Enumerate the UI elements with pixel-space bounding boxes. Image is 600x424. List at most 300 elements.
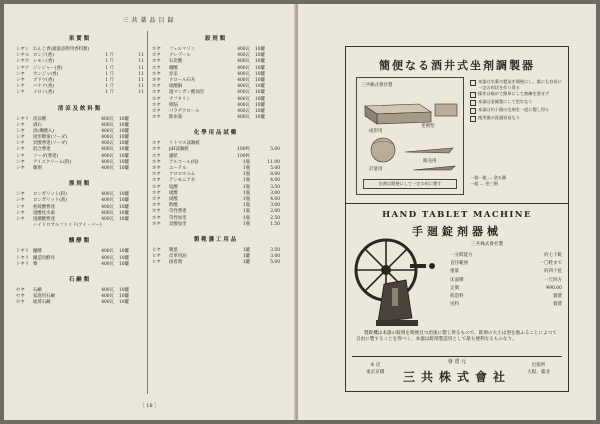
spec-value: 實費	[553, 302, 562, 308]
item-price: 3.50	[270, 184, 280, 190]
item-unit: 10罐	[119, 287, 129, 293]
item-qty: 400瓦	[101, 128, 114, 134]
spec-row	[450, 301, 562, 309]
item-code: シヤ	[16, 90, 25, 96]
item-qty: 1瓶	[242, 159, 250, 165]
item-qty: 400瓦	[237, 71, 250, 77]
item-unit: 10罐	[255, 90, 265, 96]
suppository-mold-ad	[345, 46, 569, 204]
item-code: ホヤ	[152, 77, 161, 83]
item-qty: 400瓦	[101, 255, 114, 261]
item-name: ブドウ(香)	[33, 77, 54, 83]
item-qty: 400瓦	[237, 53, 250, 59]
ad1-title: 簡便なる酒井式坐剤調製器	[379, 59, 535, 72]
catalog-row	[152, 115, 280, 121]
item-price: 8.00	[270, 172, 280, 178]
item-name: 醸造用酵母	[33, 255, 55, 261]
item-qty: 400瓦	[101, 153, 114, 159]
item-name: 樟脳	[169, 102, 178, 108]
section-title: 殺剤類	[204, 36, 228, 42]
item-qty: 400瓦	[237, 115, 250, 121]
item-code: シヤナ	[16, 65, 30, 71]
item-name: 昇汞	[169, 71, 178, 77]
item-code: ホヤ	[152, 196, 161, 202]
item-unit: 10罐	[119, 300, 129, 306]
item-qty: 1 斤	[105, 90, 114, 96]
item-code: ホヤ	[152, 166, 161, 171]
item-name: カンジャ(香)	[33, 71, 59, 77]
item-unit: 10罐	[119, 153, 129, 159]
item-name: 硝酸	[169, 196, 178, 202]
item-qty: 1罐	[242, 260, 250, 266]
checkbox-square-icon	[470, 100, 476, 106]
item-code: ホヤ	[152, 108, 161, 114]
item-name: 石炭酸	[169, 59, 183, 65]
item-qty: 400瓦	[101, 249, 114, 255]
item-code: シヤ	[16, 153, 25, 159]
feature-text: 本器は金属製にして堅牢なり	[478, 99, 533, 105]
spec-key: 定價	[450, 285, 459, 291]
item-code: ホヤ	[152, 147, 161, 153]
item-unit: 10罐	[119, 192, 129, 198]
section-title: 醸酵類	[68, 238, 92, 245]
item-unit: 10罐	[119, 122, 129, 128]
item-unit: 10罐	[119, 261, 129, 267]
item-name: ロンジ(香)	[33, 53, 54, 59]
item-price	[129, 262, 144, 268]
left-page	[4, 4, 296, 420]
item-name: 清(燐酸入)	[33, 128, 54, 134]
spec-key: 荷造料	[450, 294, 464, 300]
item-qty: 1瓶	[242, 215, 250, 221]
item-code: ホヤ	[152, 59, 161, 65]
catalog-row	[16, 262, 144, 268]
item-unit: 10罐	[255, 96, 265, 102]
item-unit: 10罐	[119, 204, 129, 210]
page-number: ［ 18 ］	[139, 403, 160, 409]
item-qty: 100枚	[237, 153, 250, 159]
item-qty: 400瓦	[237, 90, 250, 96]
item-price: 4.00	[270, 196, 280, 202]
item-qty: 400瓦	[101, 135, 114, 141]
item-unit: 10罐	[255, 77, 265, 83]
checkbox-square-icon	[470, 80, 476, 86]
item-code: ホヤ	[152, 71, 161, 77]
spec-row	[450, 293, 562, 301]
ad2-company: 三共株式會社製	[471, 242, 504, 247]
tablet-machine-ad	[345, 204, 569, 392]
spec-row	[450, 277, 562, 285]
item-code: シヤ	[16, 84, 25, 90]
item-code: ホヤ	[152, 215, 161, 221]
item-qty: 400瓦	[101, 216, 114, 222]
item-price: 3.50	[270, 247, 280, 253]
item-name: メロン(香)	[33, 90, 54, 96]
feature-text: 操作は極めて簡単にして熟練を要せず	[478, 91, 550, 97]
item-name: クロロホルム	[169, 172, 196, 178]
ad1-prices	[470, 175, 562, 186]
item-name: 混合曹達	[33, 147, 51, 153]
item-qty: 400瓦	[101, 166, 114, 171]
spec-value: 約七十錠	[544, 253, 562, 258]
item-name: アイスクリーム(粉)	[33, 159, 72, 165]
feature-text: 使用後の洗滌容易なり	[478, 115, 520, 121]
running-title: 三共薬品目録	[122, 17, 177, 24]
item-name: pH試験紙	[169, 147, 189, 153]
ad1-caption: 坐剤は簡便にして一定の形に製す	[363, 179, 457, 189]
item-qty: 1瓶	[242, 209, 250, 215]
item-price: 3.00	[270, 254, 280, 260]
feature-item	[470, 79, 562, 90]
item-unit: 10罐	[255, 53, 265, 59]
item-name: 塩酸	[169, 184, 178, 190]
item-name: 皮革用油	[169, 254, 187, 260]
item-qty: 400瓦	[237, 59, 250, 65]
item-unit: 10罐	[255, 71, 265, 77]
item-qty: 1瓶	[242, 166, 250, 171]
item-name: 過硼酸曹達	[33, 216, 55, 222]
catalog-row	[152, 222, 280, 228]
item-price: 11	[138, 71, 144, 77]
item-code: セヤ	[16, 294, 25, 300]
item-price: 11.00	[267, 159, 280, 165]
item-name: 石鹸	[33, 287, 42, 293]
item-code: セヤ	[16, 300, 25, 306]
item-price: 5.00	[270, 166, 280, 171]
item-unit: 10罐	[119, 216, 129, 222]
item-code: シヤ	[16, 198, 25, 204]
item-price: 11	[138, 65, 144, 71]
item-name: 蘭剤	[33, 166, 42, 171]
item-unit: 10罐	[119, 159, 129, 165]
item-name: 酢酸	[169, 203, 178, 209]
item-code: ヒヤ	[152, 247, 161, 253]
item-name: 麹	[33, 261, 38, 267]
item-code: ホヤ	[152, 172, 161, 178]
item-qty: 400瓦	[101, 122, 114, 128]
item-code: シヤ	[16, 147, 25, 153]
section-title: 製靴護工用品	[193, 236, 239, 243]
item-price: 3.00	[270, 190, 280, 196]
item-price: 11	[138, 53, 144, 59]
spec-key: 送料	[450, 302, 459, 308]
item-name: 靴墨	[169, 247, 178, 253]
item-code: シヤカ	[16, 59, 30, 65]
checkbox-square-icon	[470, 92, 476, 98]
spec-row	[450, 252, 562, 260]
item-qty: 400瓦	[101, 300, 114, 306]
section-title: 化學用品試藥	[193, 130, 239, 137]
item-unit: 10罐	[119, 147, 129, 153]
item-code: ホヤ	[152, 190, 161, 196]
item-name: 硫酸	[169, 190, 178, 196]
item-code: ヒヤ	[152, 260, 161, 266]
item-unit: 10罐	[119, 166, 129, 171]
item-qty: 1 斤	[105, 65, 114, 71]
spec-row	[450, 285, 562, 293]
item-code: シヤ	[16, 210, 25, 216]
item-name: 濾紙	[169, 153, 178, 159]
item-price	[265, 115, 280, 121]
item-qty: 400瓦	[101, 287, 114, 293]
item-qty: 400瓦	[237, 108, 250, 114]
item-unit: 10罐	[255, 65, 265, 71]
item-qty: 400瓦	[237, 84, 250, 90]
ad1-price: 一組 … 金三圓	[470, 180, 498, 186]
item-qty: 400瓦	[101, 116, 114, 122]
item-qty: 400瓦	[101, 204, 114, 210]
item-name: バナナ(香)	[33, 84, 54, 90]
item-price: 11	[138, 59, 144, 65]
item-name: 硫酸銅	[169, 84, 183, 90]
suppository-mold-illustration	[357, 78, 463, 194]
item-unit: 10罐	[255, 102, 265, 108]
section-title: 石鹸類	[68, 276, 92, 283]
ad1-label: 成形用	[369, 129, 383, 134]
item-name: 苛性曹達	[169, 209, 187, 215]
section-title: 清涼及飲料類	[57, 105, 103, 112]
item-name: 固形糖蜜(ソーダ)	[33, 135, 68, 141]
item-price: 5.00	[270, 260, 280, 266]
left-column	[16, 34, 144, 306]
item-code: ホヤ	[152, 209, 161, 215]
item-unit: 10罐	[255, 108, 265, 114]
item-name: 過酸化水素	[33, 210, 55, 216]
item-unit: 10罐	[255, 84, 265, 90]
item-code: シヤリ	[16, 116, 30, 122]
ad2-title-en: HAND TABLET MACHINE	[382, 210, 532, 220]
item-qty: 1罐	[242, 254, 250, 260]
spec-value: 約四十瓩	[544, 269, 562, 275]
checkbox-square-icon	[470, 116, 476, 122]
item-unit: 10罐	[119, 135, 129, 141]
item-price: 4.00	[270, 178, 280, 184]
item-code: ホヤ	[152, 65, 161, 71]
item-name: 硼酸	[169, 65, 178, 71]
item-unit: 10罐	[255, 47, 265, 52]
item-unit: 10罐	[119, 210, 129, 216]
item-code: ホヤ	[152, 102, 161, 108]
item-name: 亜硫酸曹達	[33, 204, 55, 210]
item-name: フェルマリン	[169, 47, 196, 52]
item-name: 硫黄石鹸	[33, 300, 51, 306]
item-unit: 10罐	[119, 294, 129, 300]
item-price: 1.50	[270, 221, 280, 227]
item-qty: 400瓦	[101, 141, 114, 147]
item-name: クロール石灰	[169, 77, 196, 83]
item-code: ホヤ	[152, 141, 161, 147]
spec-key: 一分間能力	[450, 253, 473, 258]
column-divider	[147, 31, 148, 394]
item-name: 清涼酸	[33, 116, 47, 122]
item-code: ホヤ	[152, 221, 161, 227]
item-qty: 400瓦	[237, 65, 250, 71]
item-qty: 400瓦	[101, 261, 114, 267]
item-qty: 1瓶	[242, 221, 250, 227]
catalog-row	[16, 166, 144, 172]
item-name: ハイドロサルファイド(アイ・バー)	[33, 223, 102, 229]
item-price: 2.50	[270, 215, 280, 221]
item-qty: 400瓦	[101, 210, 114, 216]
item-name: パラヂクロール	[169, 108, 200, 114]
item-code: シヤ	[16, 159, 25, 165]
feature-text: 本器は約十個の坐剤を一度に製し得る	[478, 107, 550, 113]
item-code: ホヤ	[152, 84, 161, 90]
item-code: ホヤ	[152, 153, 161, 159]
item-price: 2.00	[270, 209, 280, 215]
item-code: シヤ	[16, 122, 25, 128]
item-code: ホヤ	[152, 115, 161, 121]
catalog-row	[16, 300, 144, 306]
item-price: 5.00	[270, 147, 280, 153]
spec-key: 直径範囲	[450, 261, 468, 267]
seller-label: 發 賣 元	[447, 359, 467, 365]
item-qty: 400瓦	[237, 102, 250, 108]
item-qty: 1瓶	[242, 196, 250, 202]
item-code: シヤ	[16, 128, 25, 134]
item-code: シヤ	[16, 166, 25, 171]
item-code: シヤ	[16, 192, 25, 198]
item-qty: 1瓶	[242, 184, 250, 190]
item-name: ソーダ(曹達)	[33, 153, 59, 159]
item-qty: 400瓦	[101, 294, 114, 300]
item-name: ロンガリット(液)	[33, 198, 67, 204]
item-unit	[250, 222, 265, 228]
spec-row	[450, 260, 562, 268]
item-name: ナフタリン	[169, 96, 191, 102]
item-name: 苛性加里	[169, 215, 187, 221]
spec-row	[450, 268, 562, 276]
item-name: 除虫菊	[169, 115, 183, 121]
item-qty: 400瓦	[101, 147, 114, 153]
item-unit: 10罐	[255, 115, 265, 121]
item-code: セヤ	[16, 287, 25, 293]
item-price	[129, 166, 144, 172]
item-code: ホヤ	[152, 96, 161, 102]
tablet-machine-illustration	[350, 234, 446, 330]
item-code	[16, 223, 33, 229]
item-unit: 10罐	[119, 128, 129, 134]
spec-key: 重量	[450, 269, 459, 275]
item-price: 11	[138, 77, 144, 83]
branch-office-label: 出張所	[531, 363, 546, 368]
item-name: リトマス試験紙	[169, 141, 200, 147]
spec-key: 床面積	[450, 277, 464, 283]
ad1-price: 一個一組 … 金五圓	[470, 175, 507, 180]
item-code: シヤシ	[16, 47, 30, 52]
item-name: ロンガリット(粉)	[33, 192, 67, 198]
item-name: 接着剤	[169, 260, 183, 266]
catalog-row	[16, 90, 144, 96]
item-qty: 100枚	[237, 147, 250, 153]
right-column	[152, 34, 280, 266]
item-unit	[124, 223, 139, 229]
spec-value: 一尺四方	[544, 277, 562, 283]
item-code: ホヤ	[152, 53, 161, 59]
item-code: シヤ	[16, 216, 25, 222]
item-qty: 400瓦	[101, 198, 114, 204]
item-qty: 1瓶	[242, 178, 250, 184]
item-code: トヤリ	[16, 249, 30, 255]
spec-value: 實費	[553, 294, 562, 300]
item-name: エーテル	[169, 166, 187, 171]
item-unit: 10罐	[119, 249, 129, 255]
item-code: トヤリ	[16, 261, 30, 267]
feature-text: 本器は坐薬の製造を簡便にし、誰にも容易に一定の形状を作り得る	[478, 79, 562, 90]
item-unit	[114, 90, 129, 96]
checkbox-square-icon	[470, 108, 476, 114]
section-title: 漂剤類	[68, 181, 92, 188]
branch-office	[527, 362, 550, 376]
item-name: 炭酸曹達(ソーダ)	[33, 141, 68, 147]
spec-value: 一〇粍まで	[539, 261, 562, 267]
item-unit	[250, 260, 265, 266]
item-qty: 1 斤	[105, 53, 114, 59]
item-qty: 1 斤	[105, 77, 114, 83]
item-code: ホヤ	[152, 47, 161, 52]
ad1-company: 三共株式會社製	[361, 83, 393, 88]
ad1-label: 計量用	[369, 167, 383, 172]
catalog-row	[152, 260, 280, 266]
item-code: ホヤ	[152, 184, 161, 190]
ad2-body: 製錠機は本器の錠剤を簡便且つ迅速に製し得るもので、錠剤の大小は型を換ふることによつて自由に製することを得べく、本器は錠剤製造用として最も便利なるものなり。	[356, 331, 557, 343]
seller-name: 三共株式會社	[402, 370, 511, 384]
item-name: クレゾール	[169, 53, 191, 59]
ad2-title-jp: 手廻錠剤器械	[412, 225, 502, 238]
item-qty: 1瓶	[242, 203, 250, 209]
item-qty: 400瓦	[237, 47, 250, 52]
item-code: シヤル	[16, 53, 30, 59]
item-code: トヤリ	[16, 255, 30, 261]
item-name: アルコール(純)	[169, 159, 199, 165]
item-code: ホヤ	[152, 203, 161, 209]
item-code: シヤ	[16, 141, 25, 147]
item-price: 11	[138, 90, 144, 96]
branch-office-place: 大阪、臺北	[527, 370, 550, 375]
item-unit: 10罐	[119, 255, 129, 261]
spec-value: ¥90.00	[546, 285, 562, 291]
item-qty: 1 斤	[105, 59, 114, 65]
item-qty: 400瓦	[237, 96, 250, 102]
item-qty: 1 斤	[105, 84, 114, 90]
ad1-features	[470, 79, 562, 123]
item-code: ヒヤ	[152, 254, 161, 260]
item-name: 家庭用石鹸	[33, 294, 55, 300]
item-code: ホヤ	[152, 178, 161, 184]
item-name: 酒石	[33, 122, 42, 128]
item-price	[129, 300, 144, 306]
ad1-label: 坐剤型	[421, 124, 435, 129]
feature-item	[470, 107, 562, 114]
ad2-divider	[352, 356, 562, 357]
item-unit: 10罐	[119, 141, 129, 147]
item-code: ホヤ	[152, 90, 161, 96]
item-name: ジンジャー(香)	[33, 65, 63, 71]
spec-table	[450, 252, 562, 309]
item-price: 11	[138, 84, 144, 90]
ad1-illustration-box	[356, 77, 464, 195]
item-unit: 10罐	[119, 198, 129, 204]
head-office-place: 東京京橋	[366, 370, 385, 375]
right-page	[298, 4, 596, 420]
item-name: アンモニア水	[169, 178, 196, 184]
item-code: シヤ	[16, 135, 25, 141]
item-code: シヤ	[16, 204, 25, 210]
item-name: 過マンガン酸加里	[169, 90, 205, 96]
item-unit: 10罐	[255, 59, 265, 65]
item-qty: 1瓶	[242, 190, 250, 196]
item-qty	[102, 223, 124, 229]
